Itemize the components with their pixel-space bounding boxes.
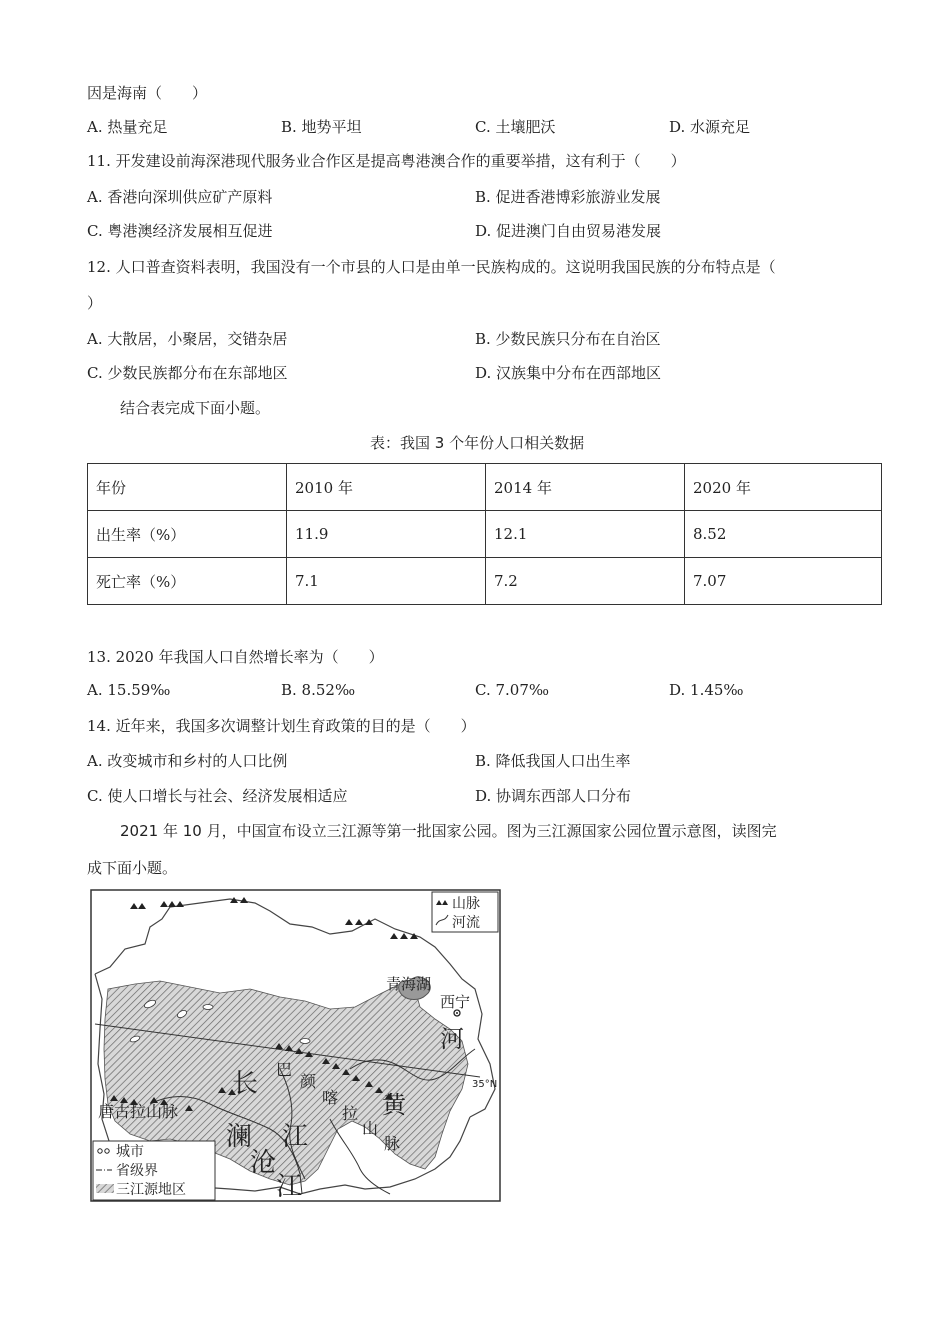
- table-row: [88, 511, 882, 558]
- table-cell: 11.9: [287, 511, 486, 558]
- qinghai-lake-label: 青海湖: [386, 975, 432, 993]
- table-header-cell: 2014 年: [486, 464, 685, 511]
- q12-stem-cont: ）: [87, 294, 103, 312]
- table-cell: 7.2: [486, 558, 685, 605]
- lancang-char: 澜: [226, 1122, 253, 1152]
- table-cell: 7.07: [685, 558, 882, 605]
- q11-option-a: A. 香港向深圳供应矿产原料: [87, 188, 273, 206]
- table-intro: 结合表完成下面小题。: [120, 399, 271, 417]
- bayankala-char: 脉: [384, 1134, 401, 1153]
- q11-option-c: C. 粤港澳经济发展相互促进: [87, 222, 273, 240]
- legend-mountain-label: 山脉: [452, 896, 480, 912]
- region-legend-icon: [96, 1184, 114, 1193]
- q10-option-c: C. 土壤肥沃: [475, 118, 556, 136]
- q13-option-a: A. 15.59‰: [87, 681, 171, 699]
- q12-option-b: B. 少数民族只分布在自治区: [475, 330, 661, 348]
- q14-option-a: A. 改变城市和乡村的人口比例: [87, 752, 288, 770]
- q10-option-b: B. 地势平坦: [281, 118, 362, 136]
- q13-option-b: B. 8.52‰: [281, 681, 356, 699]
- q12-option-c: C. 少数民族都分布在东部地区: [87, 364, 288, 382]
- xining-label: 西宁: [440, 993, 471, 1011]
- bayankala-char: 拉: [342, 1104, 359, 1123]
- legend-region-label: 三江源地区: [116, 1182, 186, 1198]
- q14-stem: 14. 近年来，我国多次调整计划生育政策的目的是（ ）: [87, 717, 476, 735]
- legend-river-label: 河流: [452, 915, 480, 931]
- legend-bottom: [93, 1141, 215, 1200]
- bayankala-char: 喀: [322, 1088, 339, 1107]
- yellow-river-label-huang: 黄: [382, 1091, 406, 1119]
- table-header-cell: 年份: [88, 464, 287, 511]
- table-cell: 12.1: [486, 511, 685, 558]
- q10-option-d: D. 水源充足: [669, 118, 751, 136]
- latitude-label: 35°N: [472, 1079, 498, 1090]
- sanjiangyuan-map: [90, 889, 502, 1203]
- lancang-char: 沧: [250, 1148, 277, 1178]
- yellow-river-label-he: 河: [440, 1025, 464, 1053]
- q11-option-d: D. 促进澳门自由贸易港发展: [475, 222, 662, 240]
- changjiang-char: 江: [282, 1122, 309, 1152]
- q11-option-b: B. 促进香港博彩旅游业发展: [475, 188, 661, 206]
- bayankala-char: 巴: [276, 1060, 293, 1079]
- table-header-row: [88, 464, 882, 511]
- map-intro-line1: 2021 年 10 月，中国宣布设立三江源等第一批国家公园。图为三江源国家公园位置示意图，读图完: [120, 822, 777, 840]
- table-row: [88, 558, 882, 605]
- population-table: [87, 463, 882, 605]
- q12-stem: 12. 人口普查资料表明，我国没有一个市县的人口是由单一民族构成的。这说明我国民族的分布特点是（: [87, 258, 776, 276]
- q12-option-a: A. 大散居，小聚居，交错杂居: [87, 330, 288, 348]
- q13-stem: 13. 2020 年我国人口自然增长率为（ ）: [87, 648, 384, 666]
- q11-stem: 11. 开发建设前海深港现代服务业合作区是提高粤港澳合作的重要举措，这有利于（ ）: [87, 152, 686, 170]
- q14-option-d: D. 协调东西部人口分布: [475, 787, 632, 805]
- q13-option-d: D. 1.45‰: [669, 681, 744, 699]
- q14-option-b: B. 降低我国人口出生率: [475, 752, 631, 770]
- q10-stem-tail: 因是海南（ ）: [87, 84, 208, 102]
- lancang-char: 江: [276, 1172, 303, 1202]
- table-header-cell: 2010 年: [287, 464, 486, 511]
- table-caption: 表：我国 3 个年份人口相关数据: [370, 434, 585, 452]
- q10-option-a: A. 热量充足: [87, 118, 168, 136]
- legend-city-label: 城市: [116, 1144, 144, 1160]
- q12-option-d: D. 汉族集中分布在西部地区: [475, 364, 662, 382]
- table-header-cell: 2020 年: [685, 464, 882, 511]
- table-cell: 7.1: [287, 558, 486, 605]
- legend-boundary-label: 省级界: [116, 1163, 158, 1179]
- tanggula-label: 唐古拉山脉: [98, 1102, 179, 1121]
- legend-top: [432, 892, 498, 932]
- table-cell: 8.52: [685, 511, 882, 558]
- bayankala-char: 山: [362, 1119, 379, 1138]
- bayankala-char: 颜: [300, 1072, 317, 1091]
- q14-option-c: C. 使人口增长与社会、经济发展相适应: [87, 787, 348, 805]
- q13-option-c: C. 7.07‰: [475, 681, 550, 699]
- changjiang-char: 长: [232, 1069, 259, 1099]
- table-cell: 出生率（%）: [88, 511, 287, 558]
- map-intro-line2: 成下面小题。: [87, 859, 178, 877]
- table-cell: 死亡率（%）: [88, 558, 287, 605]
